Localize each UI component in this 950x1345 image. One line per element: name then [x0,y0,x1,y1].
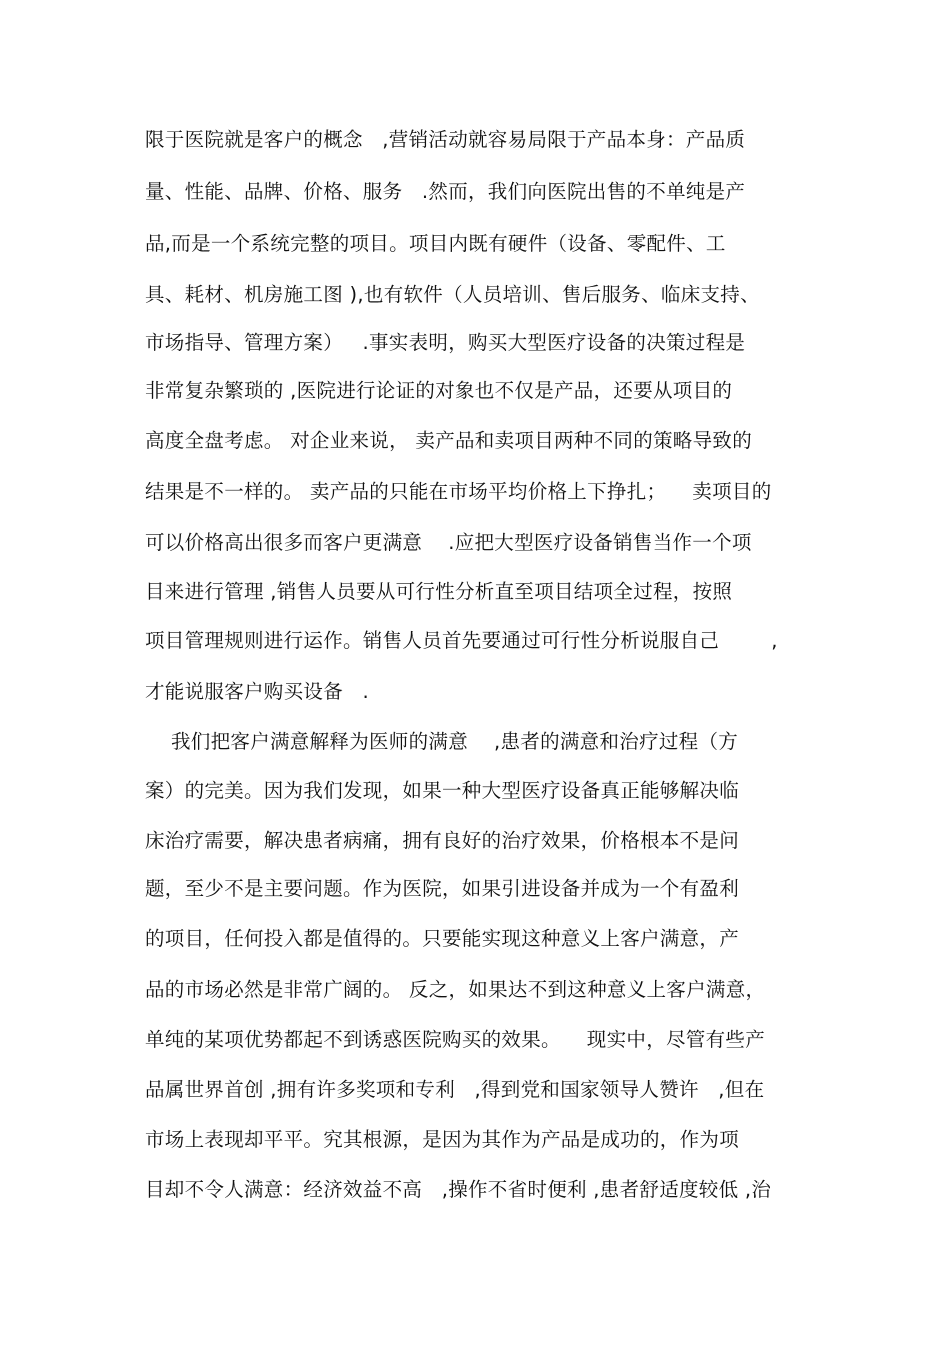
text-line: 题，至少不是主要问题。作为医院，如果引进设备并成为一个有盈利 [145,877,740,900]
text-line: 项目管理规则进行运作。销售人员首先要通过可行性分析说服自己 , [145,629,778,652]
text-line: 限于医院就是客户的概念 ,营销活动就容易局限于产品本身：产品质 [145,128,746,151]
text-line: 单纯的某项优势都起不到诱惑医院购买的效果。 现实中，尽管有些产 [145,1028,765,1051]
text-line: 品属世界首创 ,拥有许多奖项和专利 ,得到党和国家领导人赞许 ,但在 [145,1078,765,1101]
text-line: 市场上表现却平平。究其根源，是因为其作为产品是成功的，作为项 [145,1128,740,1151]
text-line: 市场指导、管理方案） .事实表明，购买大型医疗设备的决策过程是 [145,331,746,354]
text-line: 目却不令人满意：经济效益不高 ,操作不省时便利 ,患者舒适度较低 ,治 [145,1178,772,1201]
text-line: 才能说服客户购买设备 . [145,680,369,703]
text-line: 可以价格高出很多而客户更满意 .应把大型医疗设备销售当作一个项 [145,531,752,554]
text-line: 结果是不一样的。 卖产品的只能在市场平均价格上下挣扎； 卖项目的 [145,480,772,503]
text-line: 品的市场必然是非常广阔的。 反之，如果达不到这种意义上客户满意， [145,978,766,1001]
text-line: 案）的完美。因为我们发现，如果一种大型医疗设备真正能够解决临 [145,779,740,802]
text-line: 目来进行管理 ,销售人员要从可行性分析直至项目结项全过程，按照 [145,580,733,603]
text-line: 具、耗材、机房施工图 ),也有软件（人员培训、售后服务、临床支持、 [145,283,760,306]
text-line: 床治疗需要，解决患者病痛，拥有良好的治疗效果，价格根本不是问 [145,829,740,852]
text-line: 品,而是一个系统完整的项目。项目内既有硬件（设备、零配件、工 [145,232,726,255]
text-line: 非常复杂繁琐的 ,医院进行论证的对象也不仅是产品，还要从项目的 [145,379,733,402]
text-line: 高度全盘考虑。 对企业来说， 卖产品和卖项目两种不同的策略导致的 [145,429,752,452]
text-line: 我们把客户满意解释为医师的满意 ,患者的满意和治疗过程（方 [145,730,739,753]
text-line: 的项目，任何投入都是值得的。只要能实现这种意义上客户满意，产 [145,927,740,950]
text-line: 量、性能、品牌、价格、服务 .然而，我们向医院出售的不单纯是产 [145,180,746,203]
